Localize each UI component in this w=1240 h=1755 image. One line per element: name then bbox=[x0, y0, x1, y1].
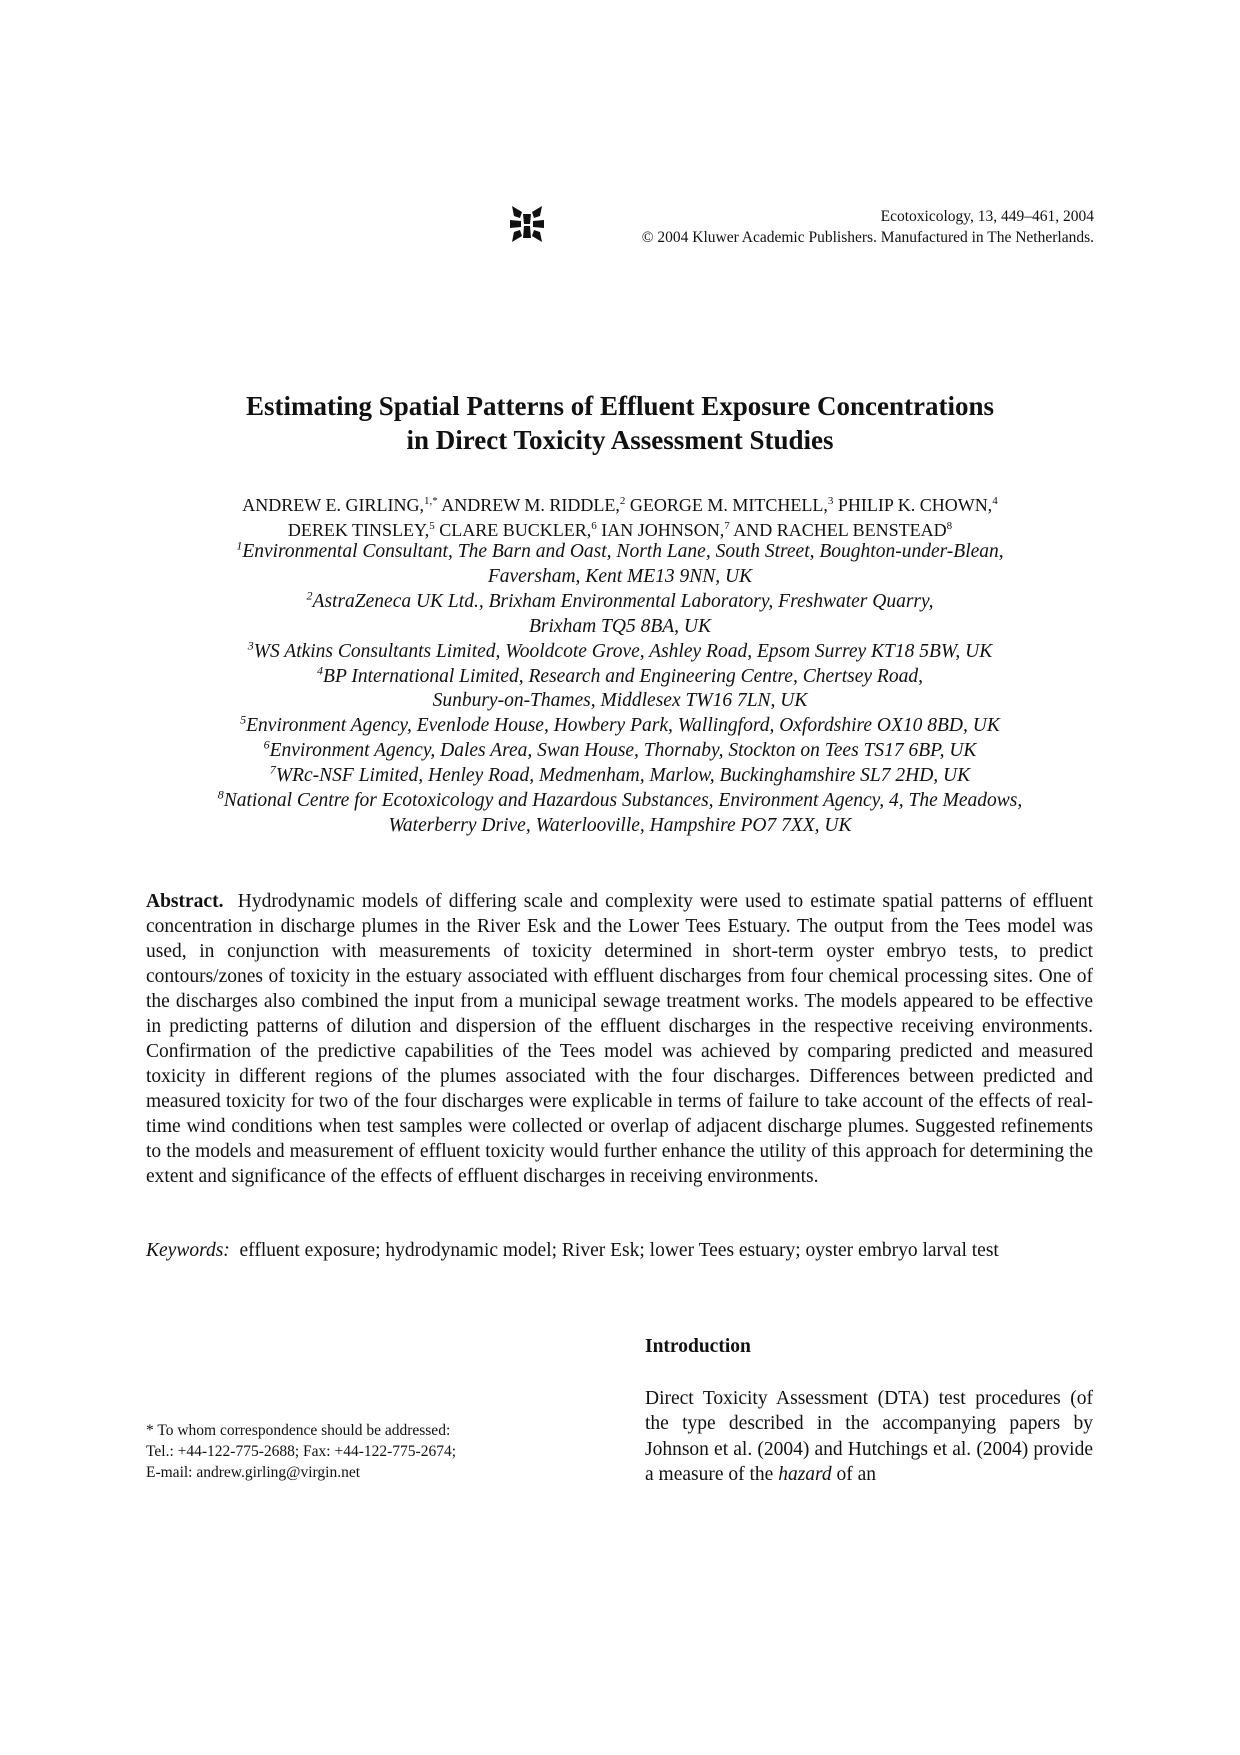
journal-header bbox=[642, 206, 1094, 248]
author-affil-mark: 4 bbox=[992, 495, 998, 507]
abstract-label: Abstract. bbox=[146, 891, 224, 912]
affiliation-item bbox=[80, 739, 1160, 764]
footnote-line-2: Tel.: +44-122-775-2688; Fax: +44-122-775-2674; bbox=[146, 1443, 456, 1460]
affiliation-text: BP International Limited, Research and Engineering Centre, Chertsey Road, bbox=[323, 665, 923, 687]
author-affil-mark: 7 bbox=[724, 519, 730, 532]
introduction-heading: Introduction bbox=[645, 1336, 751, 1357]
author-name: DEREK TINSLEY, bbox=[287, 519, 430, 540]
author-name: GEORGE M. MITCHELL, bbox=[625, 495, 828, 515]
affiliation-text: National Centre for Ecotoxicology and Hazardous Substances, Environment Agency, 4, The Meadows, bbox=[223, 790, 1023, 812]
affiliation-item bbox=[80, 640, 1160, 665]
author-affil-mark: 8 bbox=[946, 519, 953, 532]
abstract-text: Hydrodynamic models of differing scale and complexity were used to estimate spatial patterns of effluent concentration in discharge plumes in the River Esk and the Lower Tees Estuary. The output from the Tees model was used, in conjunction with measurements of toxicity determined in short-term oyster embryo tests, to predict contours/zones of toxicity in the estuary associated with effluent discharges from four chemical processing sites. One of the discharges also combined the input from a municipal sewage treatment works. The models appeared to be effective in predicting patterns of dilution and dispersion of the effluent discharges in the respective receiving environments. Confirmation of the predictive capabilities of the Tees model was achieved by comparing predicted and measured toxicity in different regions of the plumes associated with the four discharges. Differences between predicted and measured toxicity for two of the four discharges were explicable in terms of failure to take account of the effects of real-time wind conditions when test samples were collected or overlap of adjacent discharge plumes. Suggested refinements to the models and measurement of effluent toxicity would further enhance the utility of this approach for determining the extent and significance of the effects of effluent discharges in receiving environments. bbox=[146, 891, 1093, 1187]
affiliation-item bbox=[80, 665, 1160, 690]
author-list bbox=[80, 493, 1160, 542]
author-name: AND RACHEL BENSTEAD bbox=[729, 519, 947, 540]
author-name: PHILIP K. CHOWN, bbox=[833, 495, 993, 515]
author-affil-mark: 2 bbox=[619, 495, 626, 507]
journal-citation: Ecotoxicology, 13, 449–461, 2004 bbox=[880, 208, 1094, 225]
introduction-paragraph bbox=[645, 1386, 1093, 1487]
intro-emphasis: hazard bbox=[778, 1463, 832, 1485]
keywords-text: effluent exposure; hydrodynamic model; River Esk; lower Tees estuary; oyster embryo larval test bbox=[239, 1240, 999, 1261]
author-affil-mark: 5 bbox=[429, 519, 435, 532]
author-name: ANDREW E. GIRLING, bbox=[242, 495, 424, 515]
author-name: CLARE BUCKLER, bbox=[434, 519, 592, 540]
affiliation-number: 5 bbox=[240, 712, 247, 727]
footnote-email: E-mail: andrew.girling@virgin.net bbox=[146, 1464, 361, 1481]
intro-text-end: of an bbox=[831, 1463, 877, 1485]
affiliation-item bbox=[80, 590, 1160, 615]
author-name: IAN JOHNSON, bbox=[596, 519, 725, 540]
affiliation-number: 4 bbox=[317, 663, 324, 678]
correspondence-footnote bbox=[146, 1420, 456, 1483]
intro-text-start: Direct Toxicity Assessment (DTA) test procedures (of the type described in the accompanying papers by Johnson et al. (2004) and Hutchings et al. (2004) provide a measure of the bbox=[645, 1388, 1093, 1485]
affiliation-number: 7 bbox=[269, 762, 276, 777]
affiliation-continuation: Brixham TQ5 8BA, UK bbox=[529, 615, 711, 637]
author-line-1 bbox=[80, 493, 1160, 518]
affiliation-list bbox=[80, 540, 1160, 839]
author-affil-mark: 6 bbox=[591, 519, 597, 532]
affiliation-item bbox=[80, 714, 1160, 739]
affiliation-item bbox=[80, 789, 1160, 814]
author-name: ANDREW M. RIDDLE, bbox=[437, 495, 620, 515]
affiliation-text: Environment Agency, Evenlode House, Howbery Park, Wallingford, Oxfordshire OX10 8BD, UK bbox=[246, 715, 1000, 737]
footnote-line-1: * To whom correspondence should be addressed: bbox=[146, 1422, 451, 1439]
paper-title bbox=[0, 389, 1240, 457]
affiliation-number: 3 bbox=[247, 638, 254, 653]
affiliation-text: WRc-NSF Limited, Henley Road, Medmenham, Marlow, Buckinghamshire SL7 2HD, UK bbox=[275, 765, 971, 787]
affiliation-continuation: Waterberry Drive, Waterlooville, Hampshire PO7 7XX, UK bbox=[388, 814, 852, 836]
publisher-logo bbox=[508, 204, 546, 244]
copyright-notice: © 2004 Kluwer Academic Publishers. Manufactured in The Netherlands. bbox=[641, 229, 1094, 246]
affiliation-number: 6 bbox=[263, 737, 270, 752]
affiliation-continuation: Sunbury-on-Thames, Middlesex TW16 7LN, UK bbox=[432, 690, 808, 712]
keywords-section bbox=[146, 1238, 1093, 1263]
affiliation-text: AstraZeneca UK Ltd., Brixham Environmental Laboratory, Freshwater Quarry, bbox=[312, 590, 934, 612]
affiliation-text: Environment Agency, Dales Area, Swan House, Thornaby, Stockton on Tees TS17 6BP, UK bbox=[269, 740, 977, 762]
author-affil-mark: 3 bbox=[827, 495, 834, 507]
affiliation-number: 2 bbox=[306, 588, 313, 603]
title-line-1: Estimating Spatial Patterns of Effluent Exposure Concentrations bbox=[245, 391, 994, 421]
affiliation-item bbox=[80, 764, 1160, 789]
affiliation-text: Environmental Consultant, The Barn and Oast, North Lane, South Street, Boughton-under-Blean, bbox=[242, 541, 1004, 562]
affiliation-item bbox=[80, 540, 1160, 565]
affiliation-number: 8 bbox=[217, 787, 224, 802]
affiliation-text: WS Atkins Consultants Limited, Wooldcote Grove, Ashley Road, Epsom Surrey KT18 5BW, UK bbox=[253, 640, 993, 662]
title-line-2: in Direct Toxicity Assessment Studies bbox=[406, 425, 834, 455]
abstract-section bbox=[146, 889, 1093, 1189]
affiliation-continuation: Faversham, Kent ME13 9NN, UK bbox=[487, 565, 753, 587]
affiliation-number: 1 bbox=[236, 538, 243, 553]
keywords-label: Keywords: bbox=[146, 1240, 230, 1261]
author-affil-mark: 1,* bbox=[423, 495, 438, 507]
